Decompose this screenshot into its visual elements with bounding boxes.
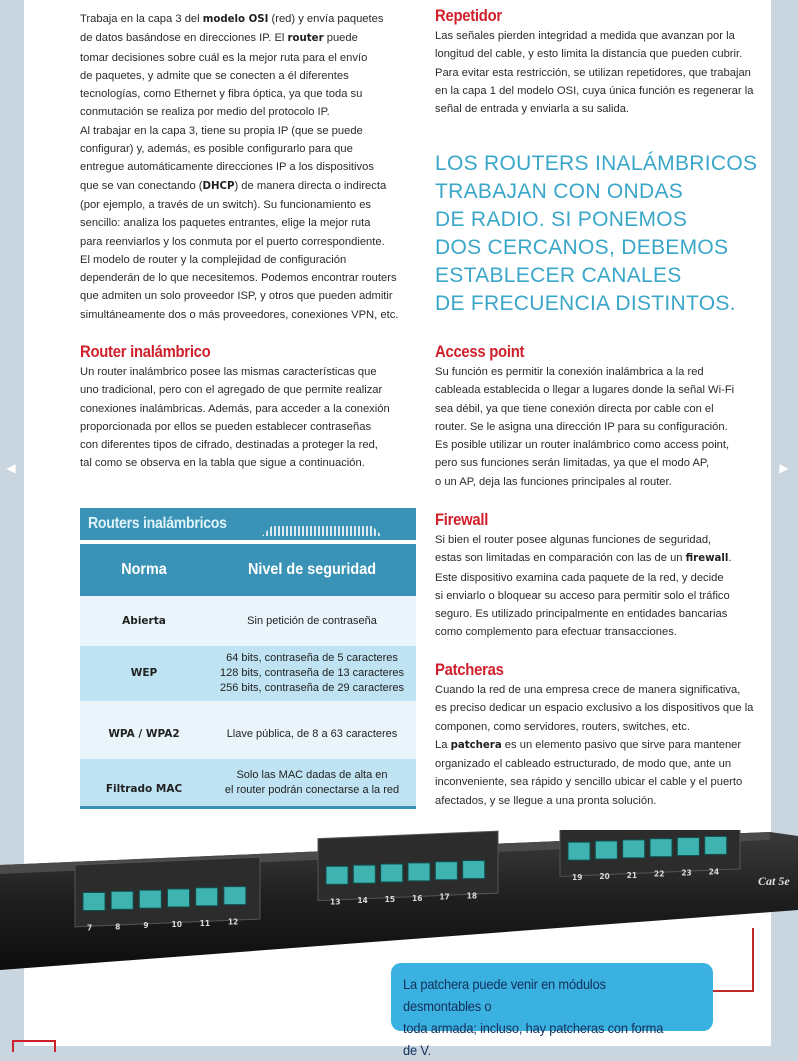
caption-callout <box>391 963 713 1058</box>
rj45-port <box>568 842 590 860</box>
port-number: 12 <box>227 917 239 927</box>
port-number: 21 <box>626 870 638 880</box>
rj45-port <box>677 838 699 856</box>
previous-page-arrow-icon[interactable]: ◀ <box>6 461 16 475</box>
cell-nivel: Solo las MAC dadas de alta en el router podrán conectarse a la red <box>224 768 400 796</box>
page-number-box <box>12 1040 56 1052</box>
table-row <box>80 596 416 646</box>
rj45-port <box>463 861 485 879</box>
heading-access-point: Access point <box>435 343 525 361</box>
intro-paragraph-3: El modelo de router y la complejidad de configuración dependerán de lo que necesitemos. Podemos encontrar routers que admiten un solo proveedor ISP, y otros que pueden admitir simultáneamente dos o más proveedores, conexiones VPN, etc. <box>80 253 399 321</box>
pull-quote: LOS ROUTERS INALÁMBRICOS TRABAJAN CON ONDAS DE RADIO. SI PONEMOS DOS CERCANOS, DEBEMOS ESTABLECER CANALES DE FRECUENCIA DISTINTOS. <box>435 152 758 315</box>
table-row <box>80 759 416 806</box>
rj45-port <box>705 836 727 854</box>
header-norma: Norma <box>121 561 167 578</box>
next-page-arrow-icon[interactable]: ▶ <box>779 461 789 475</box>
cat5e-label: Cat 5e <box>758 874 790 888</box>
table-title: Routers inalámbricos <box>88 515 227 532</box>
heading-patcheras: Patcheras <box>435 661 504 679</box>
port-number: 8 <box>115 922 121 932</box>
port-number: 17 <box>439 892 450 902</box>
port-number: 11 <box>199 918 211 928</box>
callout-line <box>712 928 754 992</box>
access-point-text: Su función es permitir la conexión inalámbrica a la red cableada establecida o llegar a lugares donde la señal Wi-Fi sea débil, ya que tiene conexión directa por cable con el router. Se le asigna una dirección IP para su configuración. Es posible utilizar un router inalámbrico como access point, pero sus funciones serán limitadas, ya que el modo AP, o un AP, deja las funciones principales al router. <box>435 366 735 488</box>
cell-norma: Filtrado MAC <box>105 783 183 795</box>
rj45-port <box>224 887 246 905</box>
heading-repetidor: Repetidor <box>435 7 502 25</box>
patch-panel-image <box>0 830 798 970</box>
rj45-port <box>353 865 375 883</box>
port-number: 23 <box>681 868 692 878</box>
heading-router-inalambrico: Router inalámbrico <box>80 343 211 361</box>
cell-nivel: 64 bits, contraseña de 5 caracteres 128 bits, contraseña de 13 caracteres 256 bits, contraseña de 29 caracteres <box>219 652 405 694</box>
port-number: 14 <box>357 896 368 906</box>
port-number: 24 <box>708 867 720 877</box>
port-number: 19 <box>572 873 583 883</box>
rj45-port <box>196 888 218 906</box>
table-row <box>80 646 416 701</box>
repetidor-text: Las señales pierden integridad a medida que avanzan por la longitud del cable, y esto limita la distancia que pueden cubrir. Para evitar esta restricción, se utilizan repetidores, que trabajan en la capa 1 del modelo OSI, cuya única función es regenerar la señal de entrada y enviarla a su salida. <box>435 30 754 116</box>
rj45-port <box>408 863 430 881</box>
port-number: 13 <box>330 897 341 907</box>
security-table <box>80 508 416 808</box>
firewall-text: Si bien el router posee algunas funciones de seguridad, estas son limitadas en comparación con las de un firewall. Este dispositivo examina cada paquete de la red, y decide si enviarlo o bloquear su acceso para permitir solo el tráfico seguro. Es utilizado principalmente en entidades bancarias como complemento para efectuar transacciones. <box>435 534 732 639</box>
port-number: 15 <box>384 895 396 905</box>
section-patcheras <box>435 659 775 810</box>
rj45-port <box>83 893 105 911</box>
header-nivel: Nivel de seguridad <box>247 561 377 578</box>
rj45-port <box>650 839 672 857</box>
port-number: 18 <box>466 891 478 901</box>
rj45-port <box>595 841 617 859</box>
rj45-port <box>326 866 348 884</box>
cell-nivel: Llave pública, de 8 a 63 caracteres <box>226 727 398 740</box>
cell-norma: WPA / WPA2 <box>108 727 180 740</box>
rj45-port <box>168 889 190 907</box>
intro-paragraph-1: Trabaja en la capa 3 del modelo OSI (red) y envía paquetes de datos basándose en direcciones IP. El router puede tomar decisiones sobre cuál es la mejor ruta para el envío de paquetes, y admite que se conecten a él diferentes tecnologías, como Ethernet y fibra óptica, ya que toda su conmutación se realiza por medio del protocolo IP. <box>80 13 384 119</box>
rj45-port <box>623 840 645 858</box>
port-number: 7 <box>87 923 93 933</box>
cell-norma: Abierta <box>122 614 166 627</box>
cell-nivel: Sin petición de contraseña <box>247 614 377 627</box>
rj45-port <box>381 864 403 882</box>
rj45-port <box>111 891 133 909</box>
section-firewall <box>435 509 775 642</box>
router-inalambrico-text: Un router inalámbrico posee las mismas características que uno tradicional, pero con el agregado de que permite realizar conexiones inalámbricas. Además, para acceder a la conexión proporcionada por ellos se pueden establecer contraseñas con diferentes tipos de cifrado, destinadas a proteger la red, tal como se observa en la tabla que sigue a continuación. <box>80 366 390 470</box>
table-row <box>80 701 416 759</box>
port-number: 9 <box>143 921 149 931</box>
port-number: 16 <box>412 893 423 903</box>
table-title-bar <box>80 508 416 540</box>
cell-norma: WEP <box>130 667 158 679</box>
rj45-port <box>435 862 457 880</box>
router-intro <box>80 10 425 324</box>
intro-paragraph-2: Al trabajar en la capa 3, tiene su propia IP (que se puede configurar) y, además, es posible configurarlo para que entregue automáticamente direcciones IP a los dispositivos que se van conectando (DHCP) de manera directa o indirecta (por ejemplo, a través de un switch). Su funcionamiento es sencillo: analiza los paquetes entrantes, elige la mejor ruta para reenviarlos y los conmuta por el puerto correspondiente. <box>80 124 387 248</box>
patcheras-text-1: Cuando la red de una empresa crece de manera significativa, es preciso dedicar un espacio exclusivo a los dispositivos que la componen, como servidores, routers, switches, etc. <box>435 684 754 733</box>
caption-text: La patchera puede venir en módulos desmontables o toda armada; incluso, hay patcheras con forma de V. <box>403 976 664 1058</box>
section-router-inalambrico <box>80 341 425 473</box>
port-number: 10 <box>171 919 182 929</box>
port-number: 22 <box>654 869 665 879</box>
heading-firewall: Firewall <box>435 511 489 529</box>
port-number: 20 <box>599 871 610 881</box>
decorative-hatch <box>262 526 382 536</box>
rj45-port <box>139 890 161 908</box>
table-header <box>80 544 416 596</box>
section-access-point <box>435 341 775 491</box>
section-repetidor <box>435 5 775 118</box>
patcheras-text-2: La patchera es un elemento pasivo que sirve para mantener organizado el cableado estructurado, de modo que, ante un inconveniente, sea rápido y sencillo ubicar el cable y el puerto afectados, y se llegue a una pronta solución. <box>435 738 743 807</box>
